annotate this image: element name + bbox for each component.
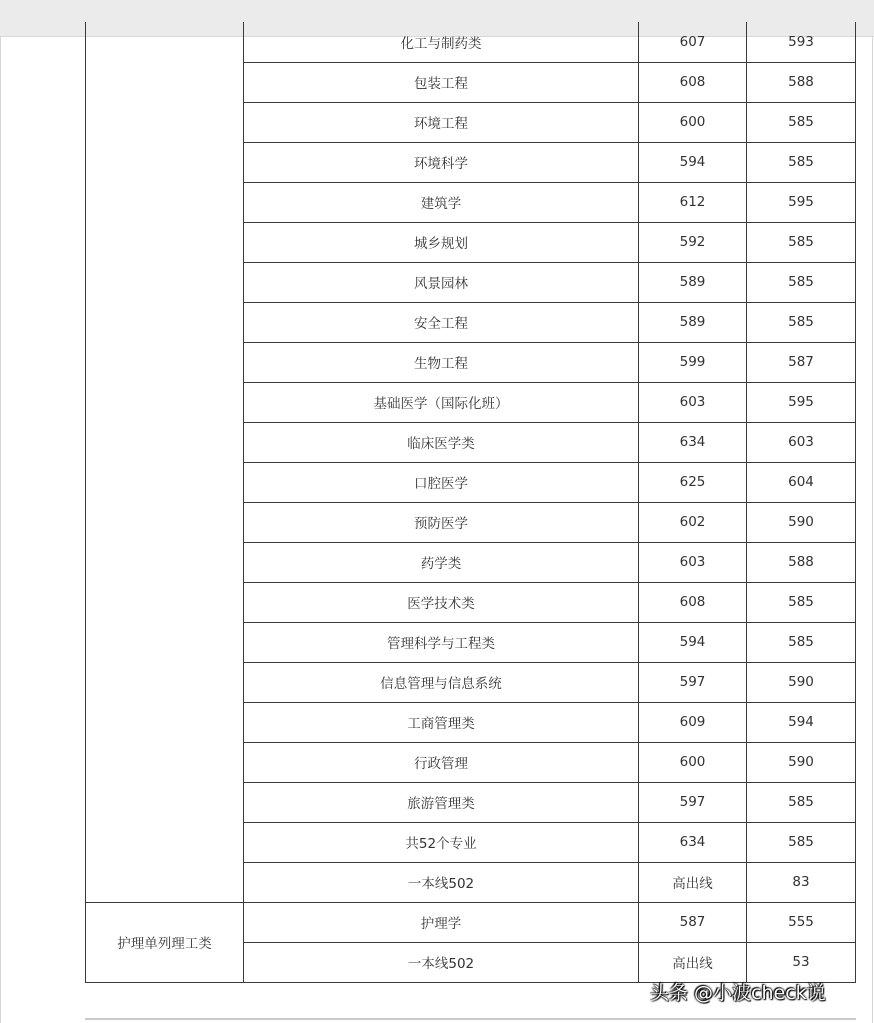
- major-cell: 药学类: [244, 542, 639, 582]
- major-cell: 安全工程: [244, 302, 639, 342]
- min-score-cell: 555: [747, 902, 856, 942]
- major-cell: 预防医学: [244, 502, 639, 542]
- max-score-cell: 599: [639, 342, 747, 382]
- min-score-cell: 585: [747, 142, 856, 182]
- max-score-cell: 634: [639, 422, 747, 462]
- min-score-cell: 53: [747, 942, 856, 982]
- max-score-cell: 634: [639, 822, 747, 862]
- max-score-cell: 594: [639, 622, 747, 662]
- min-score-cell: 604: [747, 462, 856, 502]
- watermark-text: 头条 @小波check说: [650, 982, 826, 1004]
- max-score-cell: 625: [639, 462, 747, 502]
- page-right-border: [872, 37, 873, 1023]
- min-score-cell: 603: [747, 422, 856, 462]
- max-score-cell: 607: [639, 22, 747, 62]
- major-cell: 环境工程: [244, 102, 639, 142]
- major-cell: 工商管理类: [244, 702, 639, 742]
- major-cell: 化工与制药类: [244, 22, 639, 62]
- major-cell: 一本线502: [244, 942, 639, 982]
- min-score-cell: 594: [747, 702, 856, 742]
- next-page-edge: [85, 1018, 856, 1020]
- max-score-cell: 594: [639, 142, 747, 182]
- min-score-cell: 585: [747, 582, 856, 622]
- min-score-cell: 595: [747, 382, 856, 422]
- max-score-cell: 612: [639, 182, 747, 222]
- min-score-cell: 585: [747, 822, 856, 862]
- max-score-cell: 608: [639, 582, 747, 622]
- table-row: [86, 22, 856, 62]
- major-cell: 临床医学类: [244, 422, 639, 462]
- max-score-cell: 597: [639, 662, 747, 702]
- category-cell: 护理单列理工类: [86, 902, 244, 982]
- max-score-cell: 589: [639, 302, 747, 342]
- min-score-cell: 590: [747, 742, 856, 782]
- major-cell: 口腔医学: [244, 462, 639, 502]
- major-cell: 生物工程: [244, 342, 639, 382]
- max-score-cell: 600: [639, 102, 747, 142]
- min-score-cell: 588: [747, 542, 856, 582]
- min-score-cell: 593: [747, 22, 856, 62]
- min-score-cell: 585: [747, 622, 856, 662]
- max-score-cell: 602: [639, 502, 747, 542]
- major-cell: 一本线502: [244, 862, 639, 902]
- major-cell: 护理学: [244, 902, 639, 942]
- min-score-cell: 585: [747, 222, 856, 262]
- min-score-cell: 587: [747, 342, 856, 382]
- min-score-cell: 83: [747, 862, 856, 902]
- max-score-cell: 592: [639, 222, 747, 262]
- major-cell: 包装工程: [244, 62, 639, 102]
- major-cell: 信息管理与信息系统: [244, 662, 639, 702]
- category-cell: [86, 22, 244, 902]
- min-score-cell: 590: [747, 502, 856, 542]
- max-score-cell: 587: [639, 902, 747, 942]
- min-score-cell: 585: [747, 262, 856, 302]
- page-left-border: [0, 37, 1, 1023]
- table-row: [86, 902, 856, 942]
- max-score-cell: 603: [639, 542, 747, 582]
- max-score-cell: 603: [639, 382, 747, 422]
- major-cell: 管理科学与工程类: [244, 622, 639, 662]
- min-score-cell: 595: [747, 182, 856, 222]
- max-score-cell: 高出线: [639, 862, 747, 902]
- major-cell: 城乡规划: [244, 222, 639, 262]
- min-score-cell: 585: [747, 302, 856, 342]
- max-score-cell: 600: [639, 742, 747, 782]
- major-cell: 建筑学: [244, 182, 639, 222]
- major-cell: 行政管理: [244, 742, 639, 782]
- max-score-cell: 609: [639, 702, 747, 742]
- max-score-cell: 608: [639, 62, 747, 102]
- max-score-cell: 597: [639, 782, 747, 822]
- major-cell: 环境科学: [244, 142, 639, 182]
- min-score-cell: 588: [747, 62, 856, 102]
- major-cell: 旅游管理类: [244, 782, 639, 822]
- max-score-cell: 高出线: [639, 942, 747, 982]
- max-score-cell: 589: [639, 262, 747, 302]
- major-cell: 共52个专业: [244, 822, 639, 862]
- min-score-cell: 585: [747, 782, 856, 822]
- major-cell: 医学技术类: [244, 582, 639, 622]
- major-cell: 风景园林: [244, 262, 639, 302]
- admission-scores-table: [85, 22, 856, 983]
- min-score-cell: 585: [747, 102, 856, 142]
- min-score-cell: 590: [747, 662, 856, 702]
- major-cell: 基础医学（国际化班）: [244, 382, 639, 422]
